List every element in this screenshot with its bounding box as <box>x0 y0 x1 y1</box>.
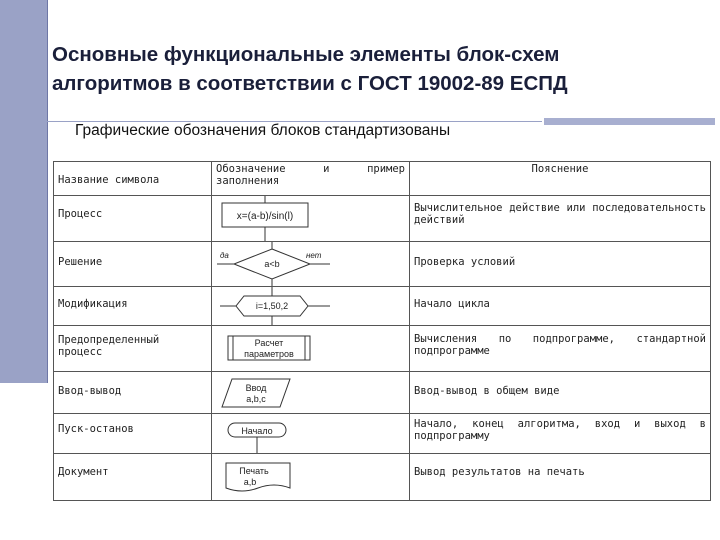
modification-symbol-icon <box>212 287 408 325</box>
row-symbol-io <box>212 372 410 414</box>
decision-yes-label: да <box>220 251 229 260</box>
row-name-decision: Решение <box>54 242 212 287</box>
table-row <box>54 287 711 326</box>
header-name: Название символа <box>54 162 212 196</box>
terminator-text: Начало <box>241 426 273 436</box>
row-name-io: Ввод-вывод <box>54 372 212 414</box>
slide-title <box>52 40 712 98</box>
row-explanation-io: Ввод-вывод в общем виде <box>410 372 711 414</box>
row-symbol-document <box>212 454 410 501</box>
header-example-a: Обозначение <box>216 163 286 175</box>
io-symbol-icon <box>212 372 408 413</box>
process-symbol-icon <box>212 196 408 241</box>
row-explanation-modification: Начало цикла <box>410 287 711 326</box>
terminator-symbol-icon <box>212 414 408 453</box>
row-symbol-predefined <box>212 326 410 372</box>
header-example-d: заполнения <box>216 175 280 187</box>
io-text-line2: a,b,c <box>246 394 266 404</box>
io-text-line1: Ввод <box>245 383 267 393</box>
header-example <box>212 162 410 196</box>
header-explanation: Пояснение <box>410 162 711 196</box>
row-explanation-predefined: Вычисления по подпрограмме, стандартной подпрограмме <box>410 326 711 372</box>
row-explanation-document: Вывод результатов на печать <box>410 454 711 501</box>
table-row <box>54 196 711 242</box>
decision-no-label: нет <box>306 251 322 260</box>
side-accent-bar <box>0 0 47 383</box>
process-symbol-text: x=(a-b)/sin(l) <box>236 211 294 222</box>
side-accent-line <box>47 0 48 383</box>
modification-symbol-text: i=1,50,2 <box>255 301 289 311</box>
row-explanation-terminator: Начало, конец алгоритма, вход и выход в подпрограмму <box>410 414 711 454</box>
header-example-b: и <box>323 163 330 175</box>
row-symbol-terminator <box>212 414 410 454</box>
table-header-row <box>54 162 711 196</box>
table-row <box>54 242 711 287</box>
title-line-2: алгоритмов в соответствии с ГОСТ 19002-89 ЕСПД <box>52 72 568 95</box>
table-row <box>54 372 711 414</box>
row-symbol-decision <box>212 242 410 287</box>
row-symbol-process <box>212 196 410 242</box>
table-row <box>54 414 711 454</box>
decision-symbol-icon <box>212 242 408 286</box>
row-name-predefined-line1: Предопределенный <box>58 334 160 346</box>
row-name-modification: Модификация <box>54 287 212 326</box>
row-name-predefined-line2: процесс <box>58 346 103 358</box>
slide-subtitle: Графические обозначения блоков стандартизованы <box>75 122 451 139</box>
divider-thick <box>544 118 715 125</box>
row-explanation-process: Вычислительное действие или последовательность действий <box>410 196 711 242</box>
table-row <box>54 454 711 501</box>
title-line-1: Основные функциональные элементы блок-схем <box>52 43 560 66</box>
row-name-predefined <box>54 326 212 372</box>
document-text-line2: a,b <box>243 477 257 487</box>
decision-condition-text: a<b <box>264 259 280 269</box>
row-name-process: Процесс <box>54 196 212 242</box>
gost-symbols-table <box>53 161 711 501</box>
row-name-terminator: Пуск-останов <box>54 414 212 454</box>
table-row <box>54 326 711 372</box>
header-example-c: пример <box>367 163 405 175</box>
predefined-text-line2: параметров <box>244 349 294 359</box>
predefined-process-symbol-icon <box>212 326 408 371</box>
row-explanation-decision: Проверка условий <box>410 242 711 287</box>
row-symbol-modification <box>212 287 410 326</box>
predefined-text-line1: Расчет <box>254 338 284 348</box>
document-text-line1: Печать <box>239 466 269 476</box>
row-name-document: Документ <box>54 454 212 501</box>
document-symbol-icon <box>212 454 408 500</box>
